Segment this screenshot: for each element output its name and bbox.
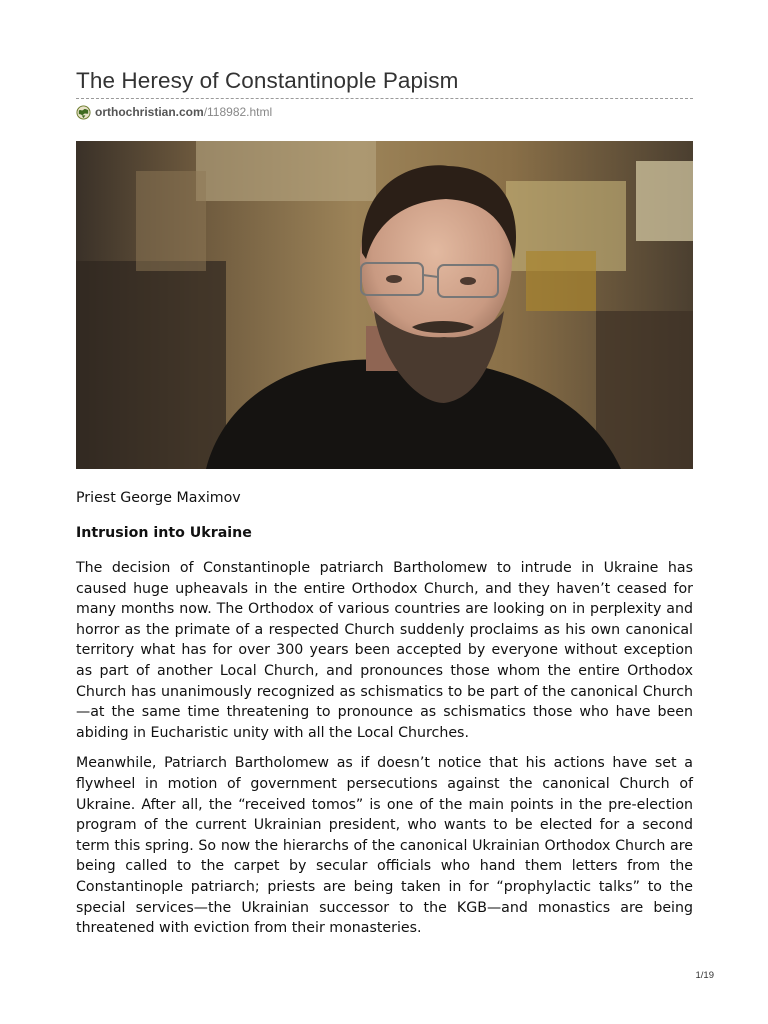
globe-icon: [76, 105, 91, 120]
section-heading: Intrusion into Ukraine: [76, 525, 252, 541]
page-number: 1/19: [695, 970, 714, 981]
priest-photo-illustration: [76, 141, 693, 469]
source-domain[interactable]: orthochristian.com: [95, 105, 204, 119]
title-divider: [76, 98, 693, 99]
paragraph: Meanwhile, Patriarch Bartholomew as if doesn’t notice that his actions have set a flywheel in motion of government persecutions against the canonical Church of Ukraine. After all, the “received tomos” is one of the main points in the pre-election program of the current Ukrainian president, who wants to be elected for a second term this spring. So now the hierarchs of the canonical Ukrainian Orthodox Church are being called to the carpet by secular officials who hand them letters from the Constantinople patriarch; priests are being taken in for “prophylactic talks” to the special services—the Ukrainian successor to the KGB—and monastics are being threatened with eviction from their monasteries.: [76, 755, 693, 937]
paragraph: The decision of Constantinople patriarch Bartholomew to intrude in Ukraine has caused huge upheavals in the entire Orthodox Church, and they haven’t ceased for many months now. The Orthodox of various countries are looking on in perplexity and horror as the primate of a respected Church suddenly proclaims as his own canonical territory what has for over 300 years been accepted by everyone without exception as part of another Local Church, and pronounces those whom the entire Orthodox Church has unanimously recognized as schismatics to be part of the canonical Church—at the same time threatening to pronounce as schismatics those who have been abiding in Eucharistic unity with all the Local Churches.: [76, 560, 693, 741]
photo-of-priest: [76, 141, 693, 469]
page-title: The Heresy of Constantinople Papism: [76, 68, 459, 93]
source-link[interactable]: [76, 101, 693, 123]
source-path[interactable]: /118982.html: [203, 105, 273, 119]
article: [76, 66, 693, 939]
photo-caption: Priest George Maximov: [76, 490, 241, 506]
